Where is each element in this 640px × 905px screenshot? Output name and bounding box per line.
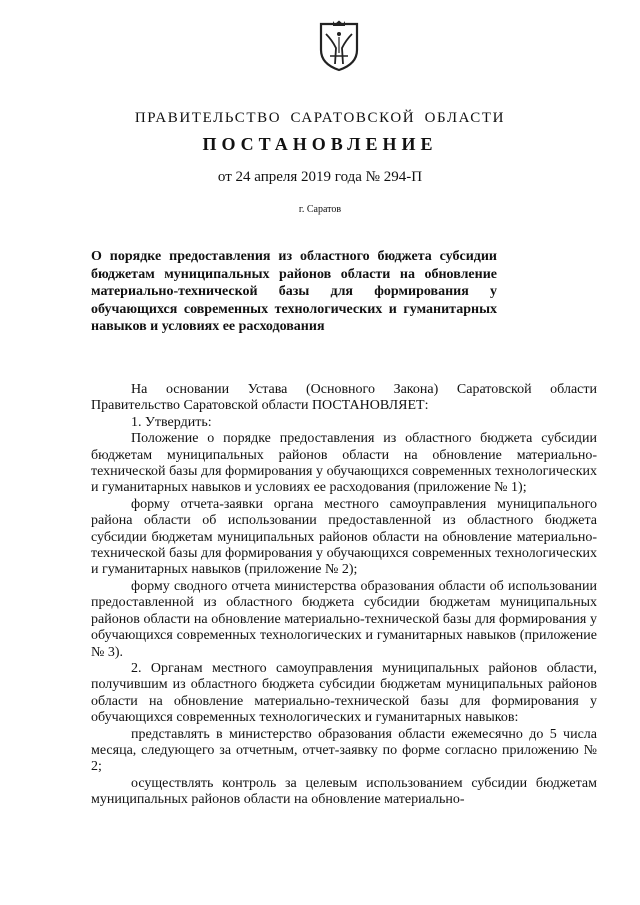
paragraph-item-2: 2. Органам местного самоуправления муниципальных районов области, получившим из областного бюджета субсидии бюджетам муниципальных районов области на обновление материально-технической базы для формирования у обучающихся современных технологических и гуманитарных навыков: (91, 660, 597, 726)
government-title: ПРАВИТЕЛЬСТВО САРАТОВСКОЙ ОБЛАСТИ (134, 110, 506, 126)
document-date-number: от 24 апреля 2019 года № 294-П (217, 169, 423, 185)
document-subject: О порядке предоставления из областного бюджета субсидии бюджетам муниципальных районов области на обновление материально-технической базы для формирования у обучающихся современных технологических и гуманитарных навыков и условиях ее расходования (91, 249, 497, 335)
coat-of-arms-emblem (316, 20, 362, 72)
paragraph-report-duty: представлять в министерство образования области ежемесячно до 5 числа месяца, следующего за отчетным, отчет-заявку по форме согласно приложению № 2; (91, 726, 597, 775)
paragraph-item-1: 1. Утвердить: (131, 414, 212, 430)
document-city: г. Саратов (298, 204, 342, 215)
paragraph-preamble: На основании Устава (Основного Закона) Саратовской области Правительство Саратовской области ПОСТАНОВЛЯЕТ: (91, 382, 597, 414)
document-type: ПОСТАНОВЛЕНИЕ (202, 134, 438, 154)
paragraph-control-duty: осуществлять контроль за целевым использованием субсидии бюджетам муниципальных районов области на обновление материально- (91, 775, 597, 808)
paragraph-appendix-1: Положение о порядке предоставления из областного бюджета субсидии бюджетам муниципальных районов области на обновление материально-технической базы для формирования у обучающихся современных технологических и гуманитарных навыков и условиях ее расходования (приложение № 1); (91, 431, 597, 496)
paragraph-appendix-3: форму сводного отчета министерства образования области об использовании предоставленной из областного бюджета субсидии бюджетам муниципальных районов области на обновление материально-технической базы для формирования у обучающихся современных технологических и гуманитарных навыков (приложение № 3). (91, 578, 597, 660)
paragraph-appendix-2: форму отчета-заявки органа местного самоуправления муниципального района области об использовании предоставленной из областного бюджета субсидии бюджетам муниципальных районов области на обновление материально-технической базы для формирования у обучающихся современных технологических и гуманитарных навыков (приложение № 2); (91, 496, 597, 578)
document-body (91, 382, 597, 809)
